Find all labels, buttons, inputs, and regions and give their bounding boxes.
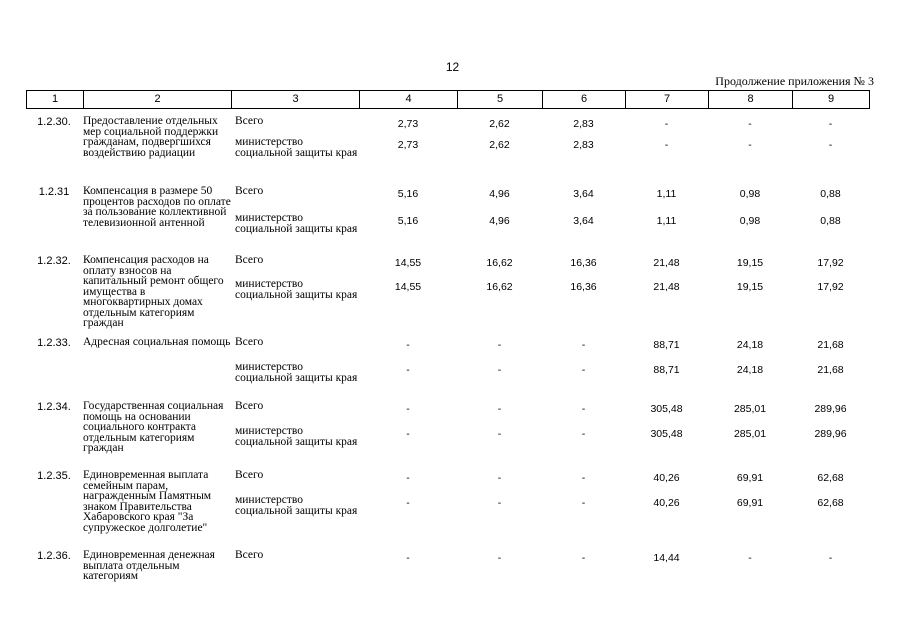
- value-col-9: 289,96: [814, 403, 847, 415]
- value-col-4: -: [406, 428, 410, 440]
- value-col-5: -: [497, 339, 502, 351]
- value-col-7: -: [664, 139, 669, 151]
- value-col-5: 16,62: [486, 257, 513, 269]
- value-col-8: 19,15: [736, 257, 764, 269]
- value-col-5: 16,62: [486, 281, 513, 293]
- row-name: Компенсация расходов на оплату взносов на капитальный ремонт общего имущества в многоквартирных домах отдельным категориям граждан: [83, 254, 224, 329]
- value-col-5: -: [497, 428, 502, 440]
- column-header-row: [27, 91, 870, 109]
- value-col-5: 4,96: [489, 188, 510, 200]
- value-col-7: 305,48: [650, 428, 683, 440]
- row-executor: Всего: [235, 469, 264, 481]
- value-col-8: 24,18: [736, 364, 764, 376]
- row-executor: министерство социальной защиты края: [235, 212, 358, 235]
- value-col-7: 88,71: [653, 364, 680, 376]
- value-col-5: 4,96: [489, 215, 510, 227]
- value-col-5: -: [497, 497, 502, 509]
- value-col-4: 5,16: [397, 188, 419, 200]
- column-header-6: 6: [543, 91, 626, 109]
- row-executor: Всего: [235, 400, 264, 412]
- table-row: [26, 401, 869, 467]
- row-code: 1.2.31: [38, 186, 70, 198]
- row-executor: Всего: [235, 185, 264, 197]
- value-col-6: -: [581, 403, 586, 415]
- value-col-8: -: [748, 139, 752, 151]
- row-name: Единовременная выплата семейным парам, награжденным Памятным знаком Правительства Хабаровского края "За супружеское долголетие": [83, 469, 212, 534]
- value-col-6: 2,83: [573, 118, 594, 130]
- value-col-9: 62,68: [817, 472, 844, 484]
- value-col-5: -: [497, 403, 502, 415]
- column-header-1: 1: [27, 91, 84, 109]
- value-col-7: 40,26: [653, 472, 680, 484]
- table-row: [26, 337, 869, 397]
- value-col-8: -: [748, 118, 752, 130]
- value-col-7: 40,26: [653, 497, 680, 509]
- value-col-4: 5,16: [397, 215, 419, 227]
- value-col-6: -: [581, 552, 586, 564]
- value-col-6: -: [581, 364, 586, 376]
- value-col-8: 285,01: [733, 403, 767, 415]
- column-header-2: 2: [84, 91, 232, 109]
- row-executor: Всего: [235, 549, 264, 561]
- value-col-6: -: [581, 472, 586, 484]
- value-col-5: -: [497, 552, 502, 564]
- value-col-9: -: [828, 552, 833, 564]
- value-col-7: 1,11: [656, 215, 677, 227]
- value-col-5: -: [497, 364, 502, 376]
- value-col-6: -: [581, 339, 586, 351]
- value-col-8: 0,98: [739, 215, 761, 227]
- table-row: [26, 186, 869, 254]
- row-code: 1.2.34.: [37, 401, 71, 413]
- value-col-4: -: [406, 552, 410, 564]
- row-executor: министерство социальной защиты края: [235, 425, 358, 448]
- value-col-6: 16,36: [570, 281, 597, 293]
- value-col-9: -: [828, 139, 833, 151]
- value-col-7: 21,48: [653, 281, 680, 293]
- value-col-4: 2,73: [397, 139, 419, 151]
- value-col-4: -: [406, 497, 410, 509]
- column-header-table: [26, 90, 870, 109]
- value-col-9: 0,88: [820, 215, 841, 227]
- page-number: 12: [445, 60, 460, 74]
- value-col-4: -: [406, 364, 410, 376]
- row-name: Государственная социальная помощь на основании социального контракта отдельным категориям граждан: [83, 400, 224, 454]
- value-col-4: -: [406, 339, 410, 351]
- row-executor: Всего: [235, 115, 264, 127]
- row-executor: Всего: [235, 336, 264, 348]
- column-header-7: 7: [626, 91, 709, 109]
- table-row: [26, 116, 869, 188]
- column-header-4: 4: [360, 91, 458, 109]
- value-col-8: -: [748, 552, 752, 564]
- row-code: 1.2.35.: [37, 470, 71, 482]
- value-col-7: 21,48: [653, 257, 680, 269]
- value-col-4: -: [406, 472, 410, 484]
- value-col-9: 0,88: [820, 188, 841, 200]
- row-name: Предоставление отдельных мер социальной поддержки гражданам, подвергшихся воздействию радиации: [83, 115, 219, 159]
- value-col-9: -: [828, 118, 833, 130]
- row-executor: министерство социальной защиты края: [235, 361, 358, 384]
- value-col-5: 2,62: [489, 139, 510, 151]
- value-col-6: 2,83: [573, 139, 594, 151]
- value-col-9: 17,92: [817, 257, 844, 269]
- value-col-9: 62,68: [817, 497, 844, 509]
- value-col-8: 0,98: [739, 188, 761, 200]
- value-col-8: 285,01: [733, 428, 767, 440]
- value-col-7: 305,48: [650, 403, 683, 415]
- value-col-4: 14,55: [394, 257, 422, 269]
- row-code: 1.2.33.: [37, 337, 71, 349]
- value-col-5: 2,62: [489, 118, 510, 130]
- row-executor: министерство социальной защиты края: [235, 136, 358, 159]
- value-col-4: 14,55: [394, 281, 422, 293]
- column-header-5: 5: [458, 91, 543, 109]
- value-col-4: 2,73: [397, 118, 419, 130]
- value-col-8: 69,91: [736, 497, 764, 509]
- continuation-label: Продолжение приложения № 3: [715, 74, 874, 88]
- value-col-7: 1,11: [656, 188, 677, 200]
- row-name: Компенсация в размере 50 процентов расходов по оплате за пользование коллективной телевизионной антенной: [83, 185, 231, 229]
- row-name: Единовременная денежная выплата отдельным категориям: [83, 549, 215, 582]
- value-col-5: -: [497, 472, 502, 484]
- column-header-8: 8: [709, 91, 793, 109]
- row-code: 1.2.32.: [37, 255, 71, 267]
- row-code: 1.2.30.: [37, 116, 71, 128]
- value-col-4: -: [406, 403, 410, 415]
- value-col-9: 21,68: [817, 364, 844, 376]
- row-executor: Всего: [235, 254, 264, 266]
- row-name: Адресная социальная помощь: [83, 336, 231, 348]
- table-row: [26, 255, 869, 335]
- table-row: [26, 550, 869, 590]
- value-col-9: 21,68: [817, 339, 844, 351]
- value-col-6: -: [581, 428, 586, 440]
- column-header-9: 9: [793, 91, 870, 109]
- row-code: 1.2.36.: [37, 550, 71, 562]
- value-col-8: 19,15: [736, 281, 764, 293]
- value-col-8: 24,18: [736, 339, 764, 351]
- value-col-7: 88,71: [653, 339, 680, 351]
- value-col-7: 14,44: [653, 552, 680, 564]
- value-col-6: -: [581, 497, 586, 509]
- value-col-6: 3,64: [573, 188, 594, 200]
- value-col-7: -: [664, 118, 669, 130]
- value-col-9: 17,92: [817, 281, 844, 293]
- value-col-8: 69,91: [736, 472, 764, 484]
- column-header-3: 3: [232, 91, 360, 109]
- row-executor: министерство социальной защиты края: [235, 494, 358, 517]
- table-row: [26, 470, 869, 548]
- value-col-9: 289,96: [814, 428, 847, 440]
- row-executor: министерство социальной защиты края: [235, 278, 358, 301]
- value-col-6: 3,64: [573, 215, 594, 227]
- value-col-6: 16,36: [570, 257, 597, 269]
